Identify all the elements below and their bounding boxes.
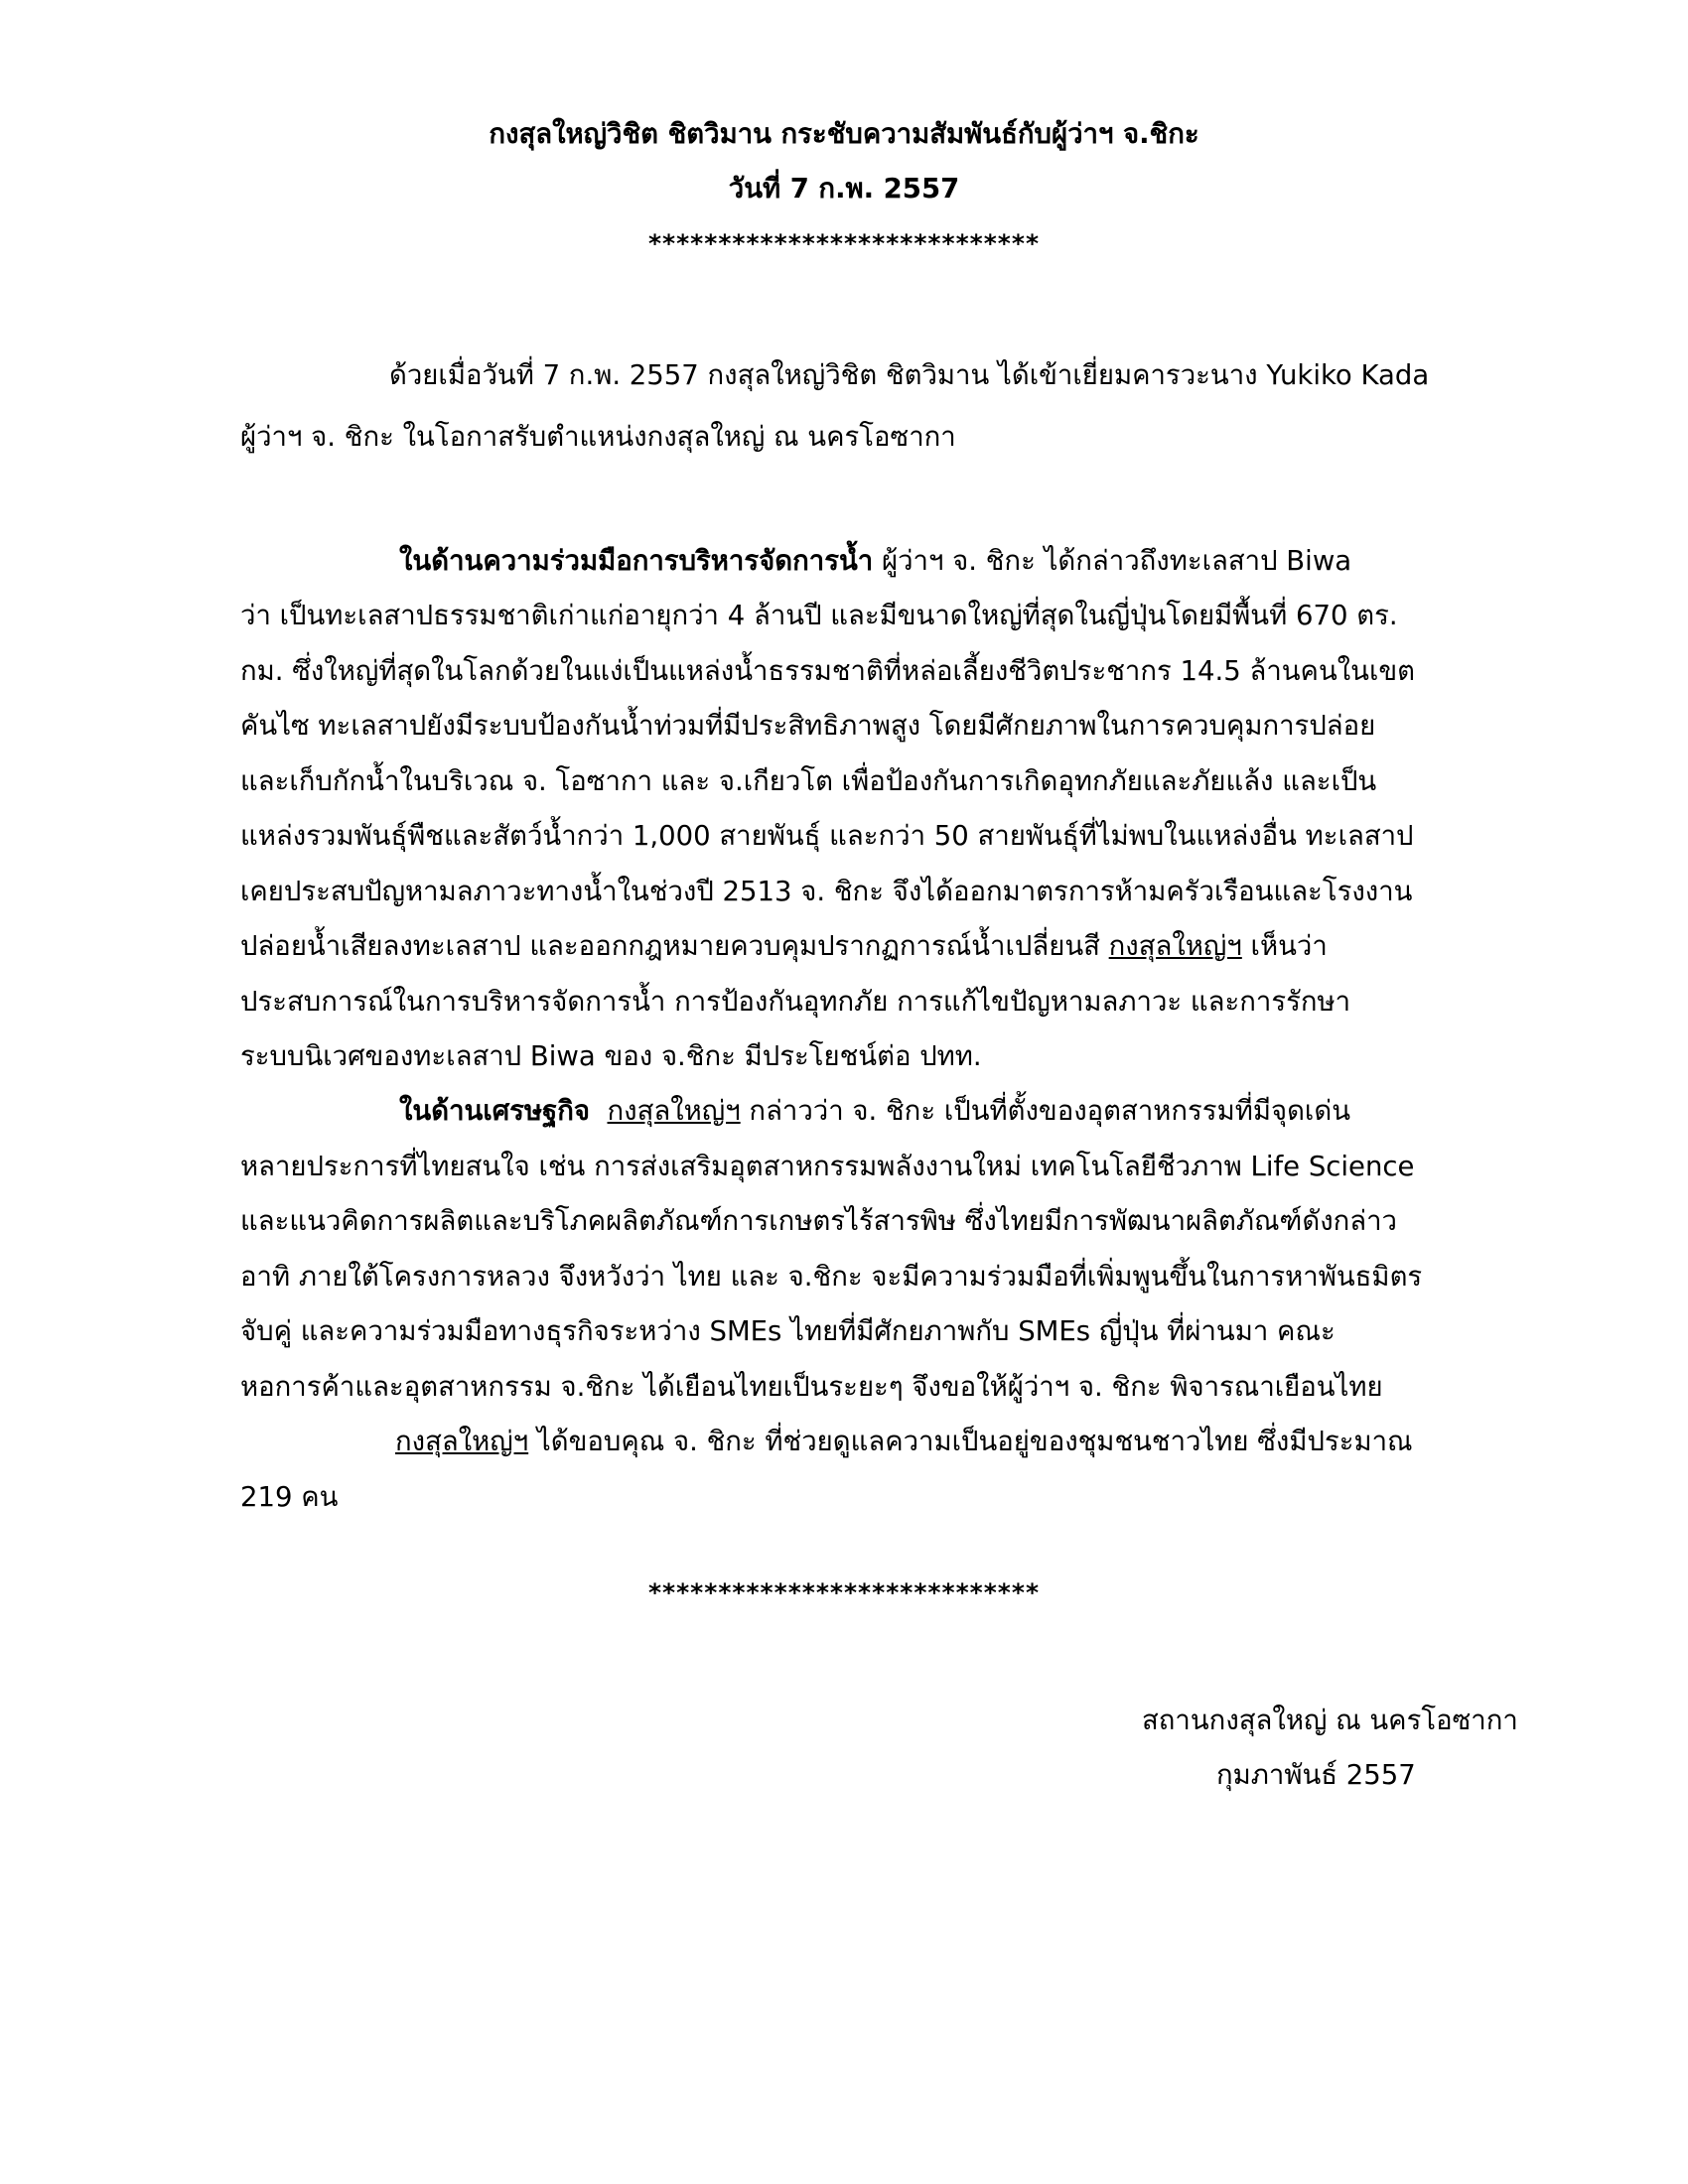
para3-line-2: หลายประการที่ไทยสนใจ เช่น การส่งเสริมอุตสาหกรรมพลังงานใหม่ เทคโนโลยีชีวภาพ Life Science — [240, 1151, 1415, 1182]
para3-line1-rest: กล่าวว่า จ. ชิกะ เป็นที่ตั้งของอุตสาหกรรมที่มีจุดเด่น — [740, 1095, 1350, 1127]
para2-heading: ในด้านความร่วมมือการบริหารจัดการน้ำ — [399, 545, 874, 577]
signature-org: สถานกงสุลใหญ่ ณ นครโอซากา — [1142, 1705, 1518, 1736]
para2-line-4: คันไซ ทะเลสาปยังมีระบบป้องกันน้ำท่วมที่มีประสิทธิภาพสูง โดยมีศักยภาพในการควบคุมการปล่อย — [240, 710, 1376, 742]
consul-general-ref: กงสุลใหญ่ฯ — [607, 1095, 741, 1127]
para3-heading: ในด้านเศรษฐกิจ — [399, 1095, 591, 1127]
para4-line1-rest: ได้ขอบคุณ จ. ชิกะ ที่ช่วยดูแลความเป็นอยู่ของชุมชนชาวไทย ซึ่งมีประมาณ — [528, 1426, 1413, 1457]
para2-line-6: แหล่งรวมพันธุ์พืชและสัตว์น้ำกว่า 1,000 สายพันธุ์ และกว่า 50 สายพันธุ์ที่ไม่พบในแหล่งอื่น ทะเลสาป — [240, 820, 1414, 852]
para1-line-1: ด้วยเมื่อวันที่ 7 ก.พ. 2557 กงสุลใหญ่วิชิต ชิตวิมาน ได้เข้าเยี่ยมคารวะนาง Yukiko Kada — [389, 359, 1430, 391]
para2-line-2: ว่า เป็นทะเลสาปธรรมชาติเก่าแก่อายุกว่า 4 ล้านปี และมีขนาดใหญ่ที่สุดในญี่ปุ่นโดยมีพื้นที่ 670 ตร. — [240, 600, 1398, 631]
footer-separator: **************************** — [647, 1578, 1041, 1607]
signature-date: กุมภาพันธ์ 2557 — [1216, 1759, 1416, 1791]
header-separator: **************************** — [647, 229, 1041, 258]
para2-line8-pre: ปล่อยน้ำเสียลงทะเลสาป และออกกฎหมายควบคุมปรากฏการณ์น้ำเปลี่ยนสี — [240, 930, 1109, 962]
para3-line-1 — [399, 1091, 1350, 1131]
para2-line-10: ระบบนิเวศของทะเลสาป Biwa ของ จ.ชิกะ มีประโยชน์ต่อ ปทท. — [240, 1040, 982, 1072]
consul-general-ref: กงสุลใหญ่ฯ — [395, 1426, 529, 1457]
para4-line-1 — [395, 1422, 1413, 1461]
para3-line-5: จับคู่ และความร่วมมือทางธุรกิจระหว่าง SMEs ไทยที่มีศักยภาพกับ SMEs ญี่ปุ่น ที่ผ่านมา คณะ — [240, 1315, 1336, 1347]
para2-line-3: กม. ซึ่งใหญ่ที่สุดในโลกด้วยในแง่เป็นแหล่งน้ำธรรมชาติที่หล่อเลี้ยงชีวิตประชากร 14.5 ล้านคนในเขต — [240, 655, 1416, 687]
para2-line-5: และเก็บกักน้ำในบริเวณ จ. โอซากา และ จ.เกียวโต เพื่อป้องกันการเกิดอุทกภัยและภัยแล้ง และเป็น — [240, 765, 1377, 797]
document-title: กงสุลใหญ่วิชิต ชิตวิมาน กระชับความสัมพันธ์กับผู้ว่าฯ จ.ชิกะ — [489, 118, 1199, 150]
para2-line-1 — [399, 541, 1351, 581]
para2-line-7: เคยประสบปัญหามลภาวะทางน้ำในช่วงปี 2513 จ. ชิกะ จึงได้ออกมาตรการห้ามครัวเรือนและโรงงาน — [240, 876, 1413, 907]
document-date: วันที่ 7 ก.พ. 2557 — [728, 173, 960, 205]
para1-line-2: ผู้ว่าฯ จ. ชิกะ ในโอกาสรับตำแหน่งกงสุลใหญ่ ณ นครโอซากา — [240, 421, 956, 453]
consul-general-ref: กงสุลใหญ่ฯ — [1108, 930, 1242, 962]
para2-line1-rest: ผู้ว่าฯ จ. ชิกะ ได้กล่าวถึงทะเลสาป Biwa — [873, 545, 1352, 577]
para2-line-9: ประสบการณ์ในการบริหารจัดการน้ำ การป้องกันอุทกภัย การแก้ไขปัญหามลภาวะ และการรักษา — [240, 986, 1351, 1018]
para2-line8-post: เห็นว่า — [1241, 930, 1328, 962]
para3-line-3: และแนวคิดการผลิตและบริโภคผลิตภัณฑ์การเกษตรไร้สารพิษ ซึ่งไทยมีการพัฒนาผลิตภัณฑ์ดังกล่าว — [240, 1205, 1398, 1237]
para3-line-4: อาทิ ภายใต้โครงการหลวง จึงหวังว่า ไทย และ จ.ชิกะ จะมีความร่วมมือที่เพิ่มพูนขึ้นในการหาพันธมิตร — [240, 1261, 1423, 1293]
para3-line-6: หอการค้าและอุตสาหกรรม จ.ชิกะ ได้เยือนไทยเป็นระยะๆ จึงขอให้ผู้ว่าฯ จ. ชิกะ พิจารณาเยือนไทย — [240, 1371, 1383, 1403]
para4-line-2: 219 คน — [240, 1481, 339, 1513]
para2-line-8 — [240, 926, 1328, 966]
